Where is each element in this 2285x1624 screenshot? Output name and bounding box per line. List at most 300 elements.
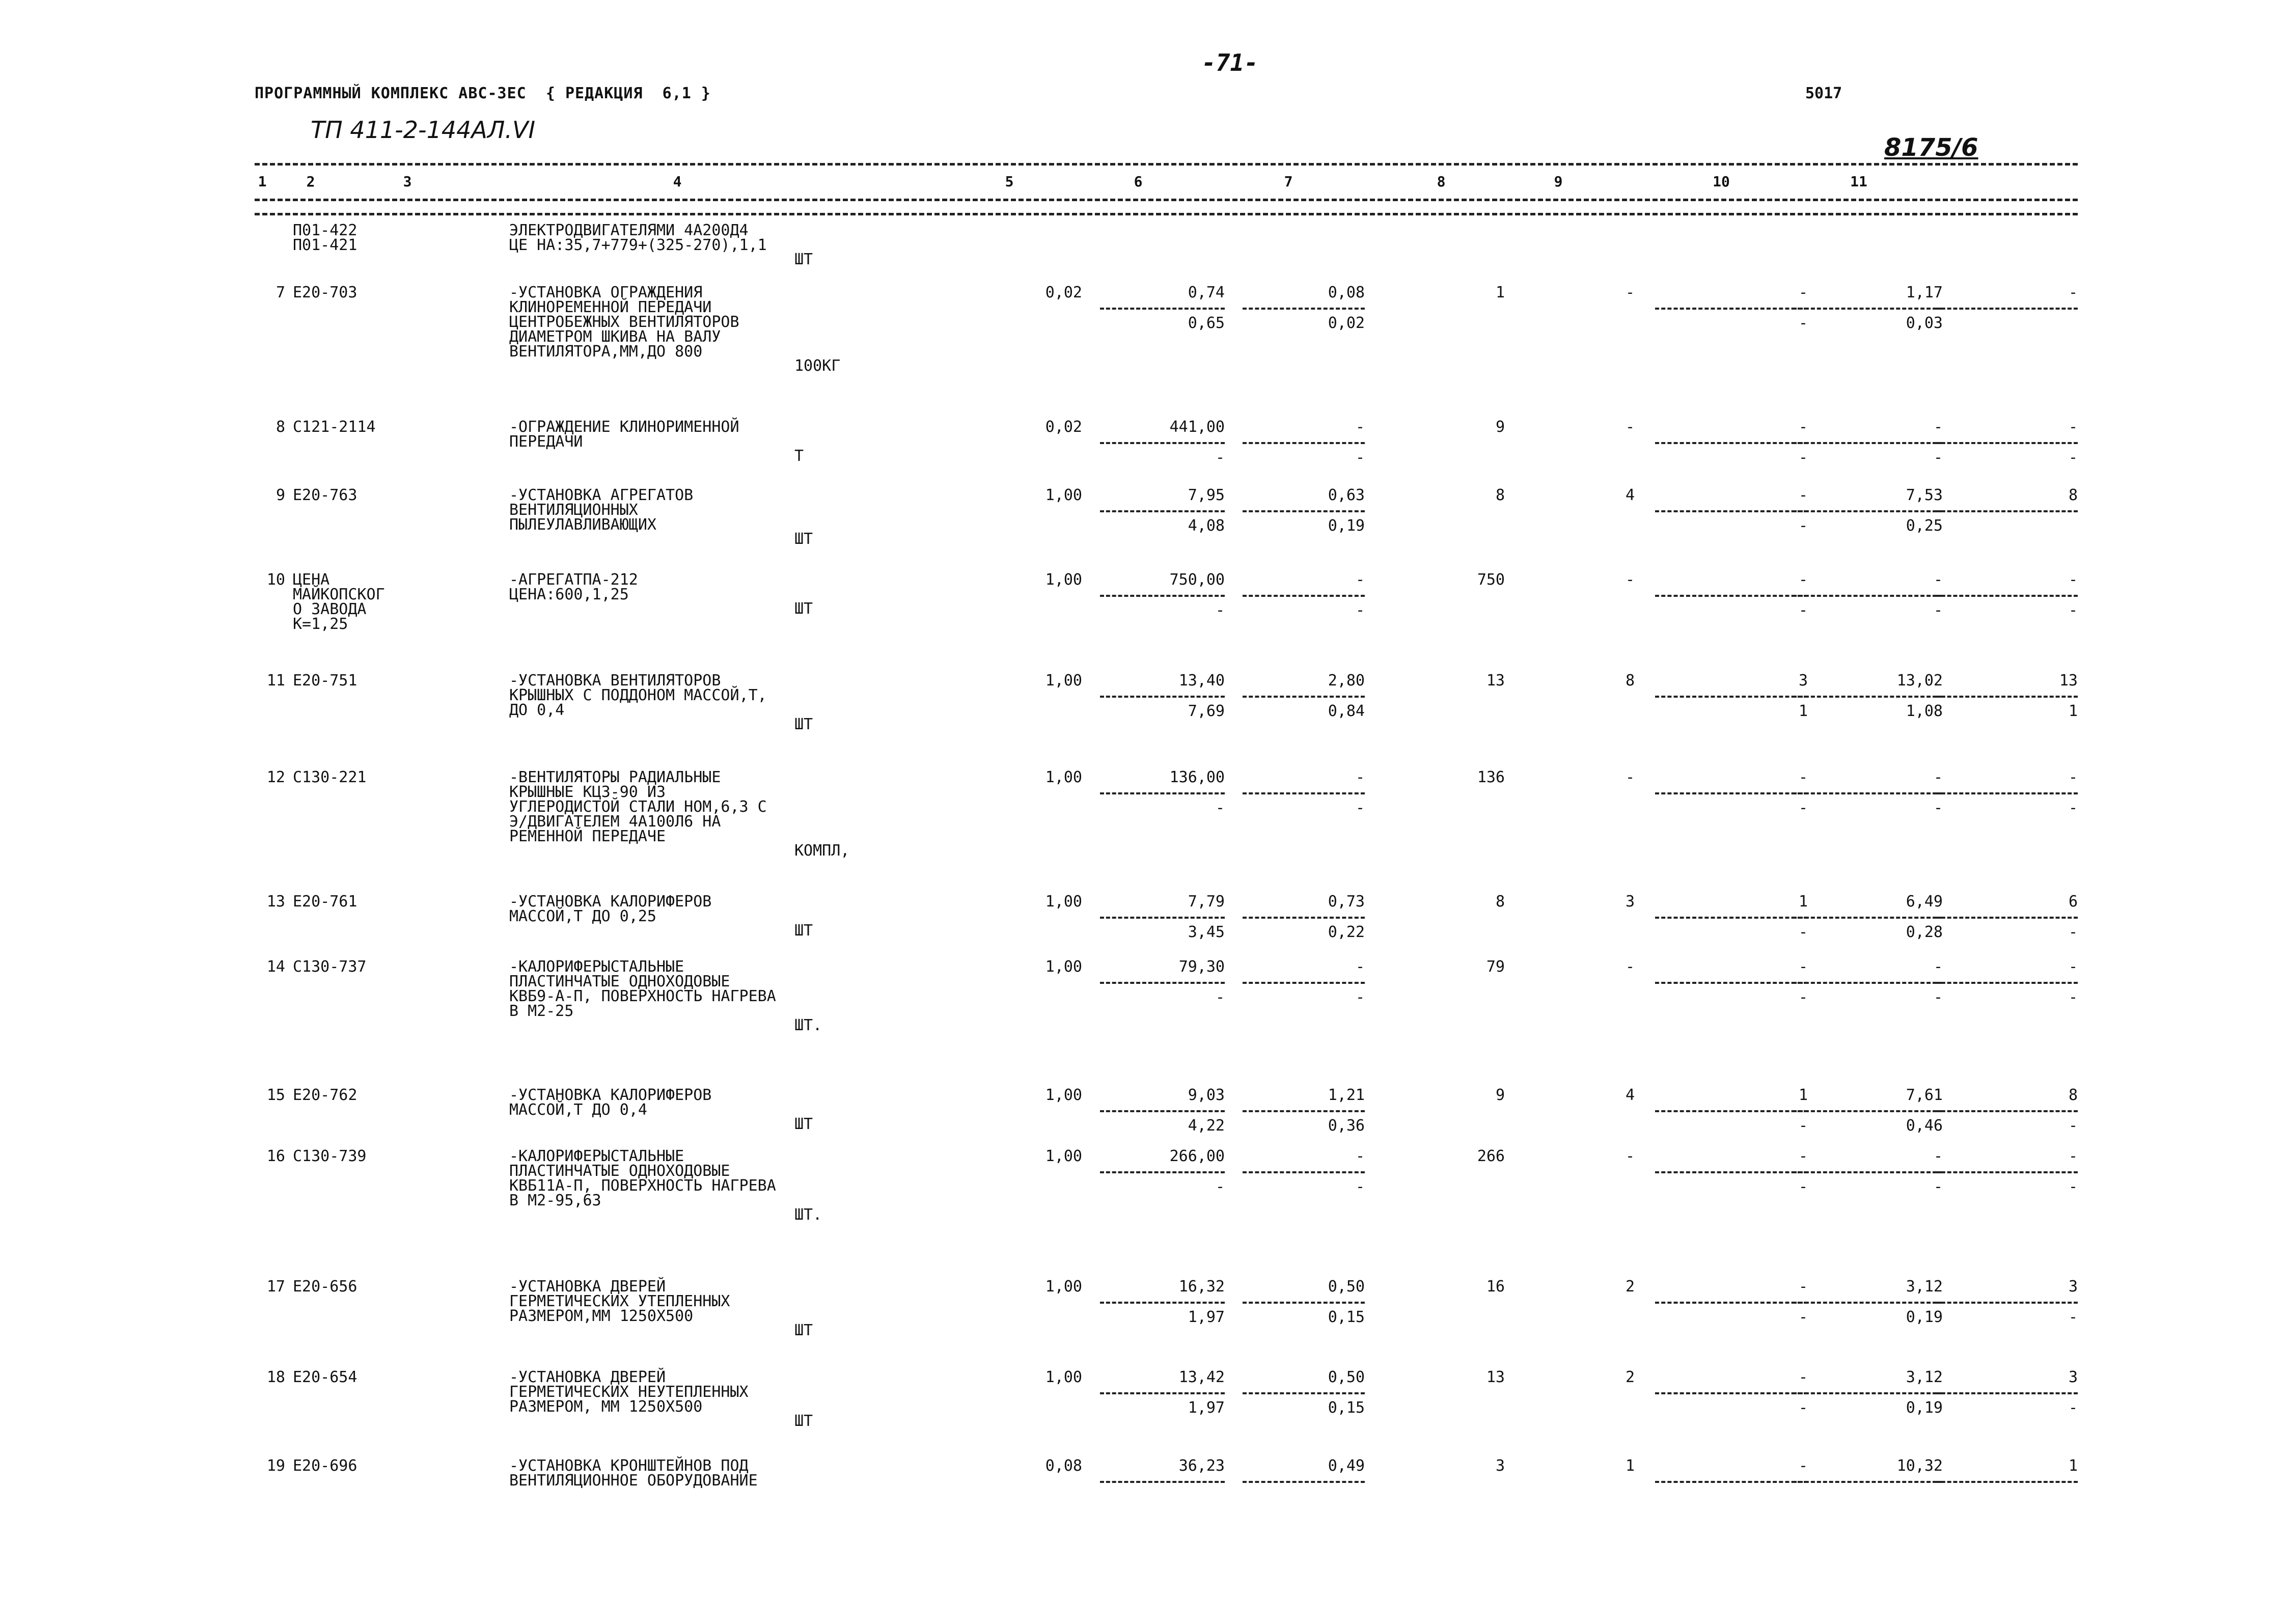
text-line: МАССОЙ,Т ДО 0,4 [509, 1101, 647, 1119]
work-description [509, 223, 767, 253]
item-number: 17 [266, 1278, 285, 1296]
text-line: Е20-656 [293, 1278, 357, 1296]
quantity: 1,00 [1045, 486, 1082, 504]
table-row [255, 1149, 2078, 1279]
wages: - [1355, 1147, 1365, 1165]
machine-operation: - [1798, 1368, 1808, 1386]
text-line: Е20-762 [293, 1086, 357, 1104]
cell-separator [1100, 1302, 1225, 1304]
labor-total: - [2068, 1147, 2078, 1165]
machine-operation: - [1798, 1147, 1808, 1165]
text-line: В М2-25 [509, 1002, 574, 1020]
machine-operation-bottom: - [1798, 449, 1808, 466]
program-title: ПРОГРАММНЫЙ КОМПЛЕКС АВС-ЗЕС { РЕДАКЦИЯ 6,1 } [255, 85, 711, 102]
total-wages: 4 [1625, 1086, 1635, 1104]
wages-bottom: 0,02 [1328, 314, 1365, 332]
cell-separator [1243, 308, 1365, 310]
machine-operation-bottom: - [1798, 923, 1808, 941]
labor-cost: - [1933, 1147, 1943, 1165]
total-wages: 3 [1625, 893, 1635, 911]
text-line: ЦЕ НА:35,7+779+(325-270),1,1 [509, 236, 767, 254]
cell-separator [1100, 1392, 1225, 1394]
wages: 0,50 [1328, 1278, 1365, 1296]
unit-cost-bottom: - [1215, 449, 1225, 466]
table-row [255, 959, 2078, 1088]
machine-operation-bottom: 1 [1798, 702, 1808, 720]
unit-cost-bottom: 1,97 [1188, 1308, 1225, 1326]
column-number-10: 10 [1713, 173, 1730, 190]
work-description [509, 959, 776, 1019]
unit-cost: 36,23 [1178, 1457, 1225, 1475]
labor-total: - [2068, 958, 2078, 976]
labor-cost: - [1933, 958, 1943, 976]
wages: - [1355, 571, 1365, 589]
cell-separator [1100, 442, 1225, 444]
cell-separator [1793, 1392, 1943, 1394]
text-line: -УСТАНОВКА АГРЕГАТОВ [509, 486, 694, 504]
text-line: КРЫШНЫХ С ПОДДОНОМ МАССОЙ,Т, [509, 686, 767, 704]
column-number-1: 1 [258, 173, 267, 190]
labor-total: 8 [2068, 1086, 2078, 1104]
labor-cost-bottom: - [1933, 799, 1943, 817]
cell-separator [1935, 510, 2078, 512]
unit-cost-bottom: 1,97 [1188, 1399, 1225, 1417]
work-description [509, 1279, 730, 1324]
text-line: С130-739 [293, 1147, 367, 1165]
cell-separator [1243, 1302, 1365, 1304]
text-line: -ОГРАЖДЕНИЕ КЛИНОРИМЕННОЙ [509, 418, 739, 436]
cell-separator [1243, 510, 1365, 512]
cell-separator [1100, 308, 1225, 310]
labor-cost-bottom: - [1933, 1178, 1943, 1196]
unit-of-measure: ШТ [794, 1412, 813, 1430]
item-number: 11 [266, 672, 285, 690]
total-wages: - [1625, 1147, 1635, 1165]
text-line: МАЙКОПСКОГ [293, 586, 385, 603]
text-line: Е20-763 [293, 486, 357, 504]
column-number-3: 3 [403, 173, 412, 190]
unit-of-measure: ШТ [794, 1322, 813, 1339]
table-row [255, 770, 2078, 894]
wages: 2,80 [1328, 672, 1365, 690]
unit-of-measure: КОМПЛ, [794, 842, 850, 860]
wages-bottom: 0,22 [1328, 923, 1365, 941]
labor-total: - [2068, 768, 2078, 786]
labor-total-bottom: - [2068, 1117, 2078, 1135]
machine-operation: - [1798, 418, 1808, 436]
labor-cost: - [1933, 571, 1943, 589]
total-wages: 2 [1625, 1368, 1635, 1386]
total-cost: 750 [1477, 571, 1505, 589]
unit-of-measure: ШТ [794, 251, 813, 268]
table-row [255, 488, 2078, 572]
text-line: -ВЕНТИЛЯТОРЫ РАДИАЛЬНЫЕ [509, 768, 721, 786]
wages: - [1355, 418, 1365, 436]
unit-cost-bottom: - [1215, 988, 1225, 1006]
column-number-9: 9 [1554, 173, 1563, 190]
machine-operation-bottom: - [1798, 517, 1808, 535]
wages-bottom: 0,15 [1328, 1399, 1365, 1417]
text-line: ГЕРМЕТИЧЕСКИХ УТЕПЛЕННЫХ [509, 1292, 730, 1310]
item-number: 7 [276, 284, 285, 301]
text-line: ПЕРЕДАЧИ [509, 433, 583, 451]
norm-code [293, 1370, 357, 1385]
total-cost: 8 [1495, 893, 1505, 911]
labor-total: 1 [2068, 1457, 2078, 1475]
cell-separator [1655, 1392, 1808, 1394]
labor-cost-bottom: 0,46 [1906, 1117, 1943, 1135]
column-number-8: 8 [1437, 173, 1446, 190]
cell-separator [1655, 510, 1808, 512]
labor-total: 6 [2068, 893, 2078, 911]
total-cost: 136 [1477, 768, 1505, 786]
labor-cost: 10,32 [1896, 1457, 1943, 1475]
unit-of-measure: ШТ [794, 600, 813, 618]
text-line: МАССОЙ,Т ДО 0,25 [509, 907, 656, 925]
cell-separator [1243, 696, 1365, 698]
unit-cost: 7,95 [1188, 486, 1225, 504]
wages-bottom: 0,36 [1328, 1117, 1365, 1135]
text-line: В М2-95,63 [509, 1192, 601, 1209]
unit-cost: 13,42 [1178, 1368, 1225, 1386]
wages-bottom: - [1355, 449, 1365, 466]
labor-cost: - [1933, 768, 1943, 786]
wages: 0,73 [1328, 893, 1365, 911]
quantity: 0,02 [1045, 418, 1082, 436]
wages-bottom: - [1355, 799, 1365, 817]
unit-of-measure: ШТ [794, 1115, 813, 1133]
text-line: ЦЕНА:600,1,25 [509, 586, 629, 603]
total-wages: - [1625, 958, 1635, 976]
labor-cost-bottom: 1,08 [1906, 702, 1943, 720]
column-number-7: 7 [1284, 173, 1293, 190]
table-row [255, 1370, 2078, 1458]
cell-separator [1935, 308, 2078, 310]
cell-separator [1793, 1481, 1943, 1483]
work-description [509, 420, 739, 449]
cell-separator [1793, 917, 1943, 919]
machine-operation: - [1798, 1457, 1808, 1475]
work-description [509, 1458, 758, 1488]
total-wages: 8 [1625, 672, 1635, 690]
cell-separator [1935, 1302, 2078, 1304]
cell-separator [1935, 1171, 2078, 1173]
item-number: 8 [276, 418, 285, 436]
text-line: ЭЛЕКТРОДВИГАТЕЛЯМИ 4А200Д4 [509, 222, 749, 239]
column-numbers [255, 173, 2078, 194]
cell-separator [1100, 917, 1225, 919]
column-number-6: 6 [1134, 173, 1143, 190]
cell-separator [1793, 982, 1943, 984]
total-cost: 79 [1486, 958, 1505, 976]
cell-separator [1243, 442, 1365, 444]
labor-total-bottom: - [2068, 449, 2078, 466]
wages-bottom: - [1355, 601, 1365, 619]
text-line: С130-221 [293, 768, 367, 786]
text-line: С130-737 [293, 958, 367, 976]
labor-cost: 7,61 [1906, 1086, 1943, 1104]
cell-separator [1655, 1302, 1808, 1304]
text-line: ДО 0,4 [509, 701, 565, 719]
unit-cost: 441,00 [1169, 418, 1225, 436]
total-cost: 266 [1477, 1147, 1505, 1165]
text-line: РЕМЕННОЙ ПЕРЕДАЧЕ [509, 828, 666, 845]
norm-code [293, 673, 357, 688]
norm-code [293, 1279, 357, 1294]
text-line: ПЛАСТИНЧАТЫЕ ОДНОХОДОВЫЕ [509, 973, 730, 990]
labor-total-bottom: 1 [2068, 702, 2078, 720]
quantity: 0,08 [1045, 1457, 1082, 1475]
text-line: ВЕНТИЛЯЦИОННЫХ [509, 501, 638, 519]
cell-separator [1655, 792, 1808, 794]
wages: 0,50 [1328, 1368, 1365, 1386]
item-number: 10 [266, 571, 285, 589]
unit-cost: 266,00 [1169, 1147, 1225, 1165]
table-row [255, 223, 2078, 285]
norm-code [293, 1149, 367, 1164]
machine-operation-bottom: - [1798, 1308, 1808, 1326]
labor-total-bottom: - [2068, 1399, 2078, 1417]
column-number-11: 11 [1850, 173, 1867, 190]
wages: - [1355, 768, 1365, 786]
text-line: -АГРЕГАТПА-212 [509, 571, 638, 589]
labor-total: 13 [2059, 672, 2078, 690]
cell-separator [1935, 442, 2078, 444]
cell-separator [1100, 1171, 1225, 1173]
cell-separator [1100, 510, 1225, 512]
text-line: Е20-751 [293, 672, 357, 690]
item-number: 18 [266, 1368, 285, 1386]
wages: - [1355, 958, 1365, 976]
unit-cost-bottom: 0,65 [1188, 314, 1225, 332]
text-line: КВБ9-А-П, ПОВЕРХНОСТЬ НАГРЕВА [509, 987, 776, 1005]
text-line: П01-422 [293, 222, 357, 239]
text-line: П01-421 [293, 236, 357, 254]
wages-bottom: - [1355, 988, 1365, 1006]
unit-cost-bottom: 7,69 [1188, 702, 1225, 720]
machine-operation-bottom: - [1798, 799, 1808, 817]
document-number: 5017 [1805, 85, 1842, 102]
work-description [509, 1370, 749, 1414]
unit-of-measure: ШТ [794, 715, 813, 733]
labor-cost-bottom: 0,19 [1906, 1308, 1943, 1326]
text-line: -УСТАНОВКА КРОНШТЕЙНОВ ПОД [509, 1457, 749, 1475]
labor-total: - [2068, 571, 2078, 589]
column-number-5: 5 [1005, 173, 1014, 190]
text-line: КЛИНОРЕМЕННОЙ ПЕРЕДАЧИ [509, 298, 712, 316]
norm-code [293, 488, 357, 503]
unit-cost-bottom: 3,45 [1188, 923, 1225, 941]
table-row [255, 673, 2078, 770]
cell-separator [1100, 696, 1225, 698]
quantity: 0,02 [1045, 284, 1082, 301]
total-wages: 2 [1625, 1278, 1635, 1296]
cell-separator [1793, 1171, 1943, 1173]
norm-code [293, 223, 357, 253]
text-line: -КАЛОРИФЕРЫСТАЛЬНЫЕ [509, 1147, 684, 1165]
wages: 0,49 [1328, 1457, 1365, 1475]
cell-separator [1935, 696, 2078, 698]
machine-operation: 1 [1798, 1086, 1808, 1104]
cell-separator [1935, 1110, 2078, 1112]
work-description [509, 1149, 776, 1208]
cell-separator [1655, 982, 1808, 984]
labor-cost: 6,49 [1906, 893, 1943, 911]
header-divider-bottom [255, 199, 2078, 201]
text-line: РАЗМЕРОМ,ММ 1250Х500 [509, 1307, 694, 1325]
labor-total-bottom: - [2068, 601, 2078, 619]
unit-of-measure: ШТ [794, 530, 813, 548]
norm-code [293, 285, 357, 300]
unit-cost-bottom: - [1215, 1178, 1225, 1196]
cell-separator [1100, 1481, 1225, 1483]
cell-separator [1655, 1171, 1808, 1173]
labor-total: 3 [2068, 1368, 2078, 1386]
cell-separator [1935, 1481, 2078, 1483]
cell-separator [1243, 595, 1365, 597]
wages: 0,08 [1328, 284, 1365, 301]
quantity: 1,00 [1045, 768, 1082, 786]
labor-cost-bottom: - [1933, 601, 1943, 619]
unit-of-measure: 100КГ [794, 357, 841, 375]
labor-cost-bottom: 0,19 [1906, 1399, 1943, 1417]
cell-separator [1655, 1481, 1808, 1483]
norm-code [293, 959, 367, 974]
unit-of-measure: Т [794, 447, 804, 465]
sheet-number: 8175/6 [1884, 133, 1978, 162]
text-line: УГЛЕРОДИСТОЙ СТАЛИ НОМ,6,3 С [509, 798, 767, 816]
labor-total: - [2068, 284, 2078, 301]
item-number: 14 [266, 958, 285, 976]
column-number-4: 4 [673, 173, 682, 190]
cell-separator [1655, 917, 1808, 919]
table-row [255, 894, 2078, 959]
machine-operation: - [1798, 486, 1808, 504]
labor-total-bottom: - [2068, 1178, 2078, 1196]
total-wages: - [1625, 571, 1635, 589]
unit-cost-bottom: - [1215, 799, 1225, 817]
cell-separator [1655, 308, 1808, 310]
work-description [509, 488, 693, 532]
wages-bottom: - [1355, 1178, 1365, 1196]
unit-cost-bottom: 4,22 [1188, 1117, 1225, 1135]
machine-operation-bottom: - [1798, 1178, 1808, 1196]
unit-of-measure: ШТ. [794, 1016, 822, 1034]
unit-of-measure: ШТ [794, 922, 813, 940]
cell-separator [1243, 917, 1365, 919]
norm-code [293, 1458, 357, 1473]
work-description [509, 894, 711, 924]
total-wages: - [1625, 768, 1635, 786]
cell-separator [1793, 442, 1943, 444]
table-row [255, 285, 2078, 420]
cell-separator [1935, 1392, 2078, 1394]
text-line: Е20-761 [293, 893, 357, 911]
quantity: 1,00 [1045, 1086, 1082, 1104]
norm-code [293, 420, 376, 434]
text-line: ЦЕНА [293, 571, 330, 589]
text-line: С121-2114 [293, 418, 376, 436]
labor-total-bottom: - [2068, 799, 2078, 817]
text-line: О ЗАВОДА [293, 600, 367, 618]
text-line: ЦЕНТРОБЕЖНЫХ ВЕНТИЛЯТОРОВ [509, 313, 739, 331]
cell-separator [1793, 696, 1943, 698]
labor-cost: 13,02 [1896, 672, 1943, 690]
unit-of-measure: ШТ. [794, 1206, 822, 1224]
labor-cost: 1,17 [1906, 284, 1943, 301]
unit-cost: 16,32 [1178, 1278, 1225, 1296]
text-line: ПЫЛЕУЛАВЛИВАЮЩИХ [509, 516, 656, 534]
unit-cost: 9,03 [1188, 1086, 1225, 1104]
labor-cost: 3,12 [1906, 1278, 1943, 1296]
cell-separator [1243, 1110, 1365, 1112]
cell-separator [1243, 792, 1365, 794]
unit-cost-bottom: 4,08 [1188, 517, 1225, 535]
text-line: -УСТАНОВКА КАЛОРИФЕРОВ [509, 1086, 712, 1104]
machine-operation-bottom: - [1798, 314, 1808, 332]
total-cost: 3 [1495, 1457, 1505, 1475]
total-cost: 13 [1486, 672, 1505, 690]
quantity: 1,00 [1045, 893, 1082, 911]
quantity: 1,00 [1045, 958, 1082, 976]
quantity: 1,00 [1045, 672, 1082, 690]
work-description [509, 572, 638, 602]
cell-separator [1243, 1171, 1365, 1173]
cell-separator [1793, 595, 1943, 597]
total-cost: 16 [1486, 1278, 1505, 1296]
machine-operation: 1 [1798, 893, 1808, 911]
unit-cost: 13,40 [1178, 672, 1225, 690]
norm-code [293, 894, 357, 909]
table-row [255, 1458, 2078, 1509]
wages: 1,21 [1328, 1086, 1365, 1104]
wages: 0,63 [1328, 486, 1365, 504]
text-line: -УСТАНОВКА ВЕНТИЛЯТОРОВ [509, 672, 721, 690]
work-description [509, 285, 739, 359]
unit-cost: 7,79 [1188, 893, 1225, 911]
norm-code [293, 770, 367, 785]
total-wages: - [1625, 284, 1635, 301]
quantity: 1,00 [1045, 1147, 1082, 1165]
labor-cost: 3,12 [1906, 1368, 1943, 1386]
table-row [255, 420, 2078, 488]
cell-separator [1655, 696, 1808, 698]
cell-separator [1655, 1110, 1808, 1112]
table-row [255, 1088, 2078, 1149]
unit-cost: 136,00 [1169, 768, 1225, 786]
labor-cost-bottom: 0,28 [1906, 923, 1943, 941]
wages-bottom: 0,19 [1328, 517, 1365, 535]
quantity: 1,00 [1045, 571, 1082, 589]
norm-code [293, 1088, 357, 1103]
text-line: -УСТАНОВКА ДВЕРЕЙ [509, 1278, 666, 1296]
work-description [509, 770, 767, 844]
text-line: К=1,25 [293, 615, 348, 633]
header-divider-double [255, 213, 2078, 215]
cell-separator [1243, 1392, 1365, 1394]
machine-operation-bottom: - [1798, 988, 1808, 1006]
header-divider-top [255, 163, 2078, 166]
page-number: -71- [1202, 49, 1258, 76]
text-line: КРЫШНЫЕ КЦ3-90 ИЗ [509, 783, 666, 801]
norm-code [293, 572, 385, 631]
text-line: ПЛАСТИНЧАТЫЕ ОДНОХОДОВЫЕ [509, 1162, 730, 1180]
work-description [509, 673, 767, 718]
machine-operation-bottom: - [1798, 1399, 1808, 1417]
estimate-table [255, 223, 2078, 1509]
labor-cost: 7,53 [1906, 486, 1943, 504]
labor-total: 3 [2068, 1278, 2078, 1296]
